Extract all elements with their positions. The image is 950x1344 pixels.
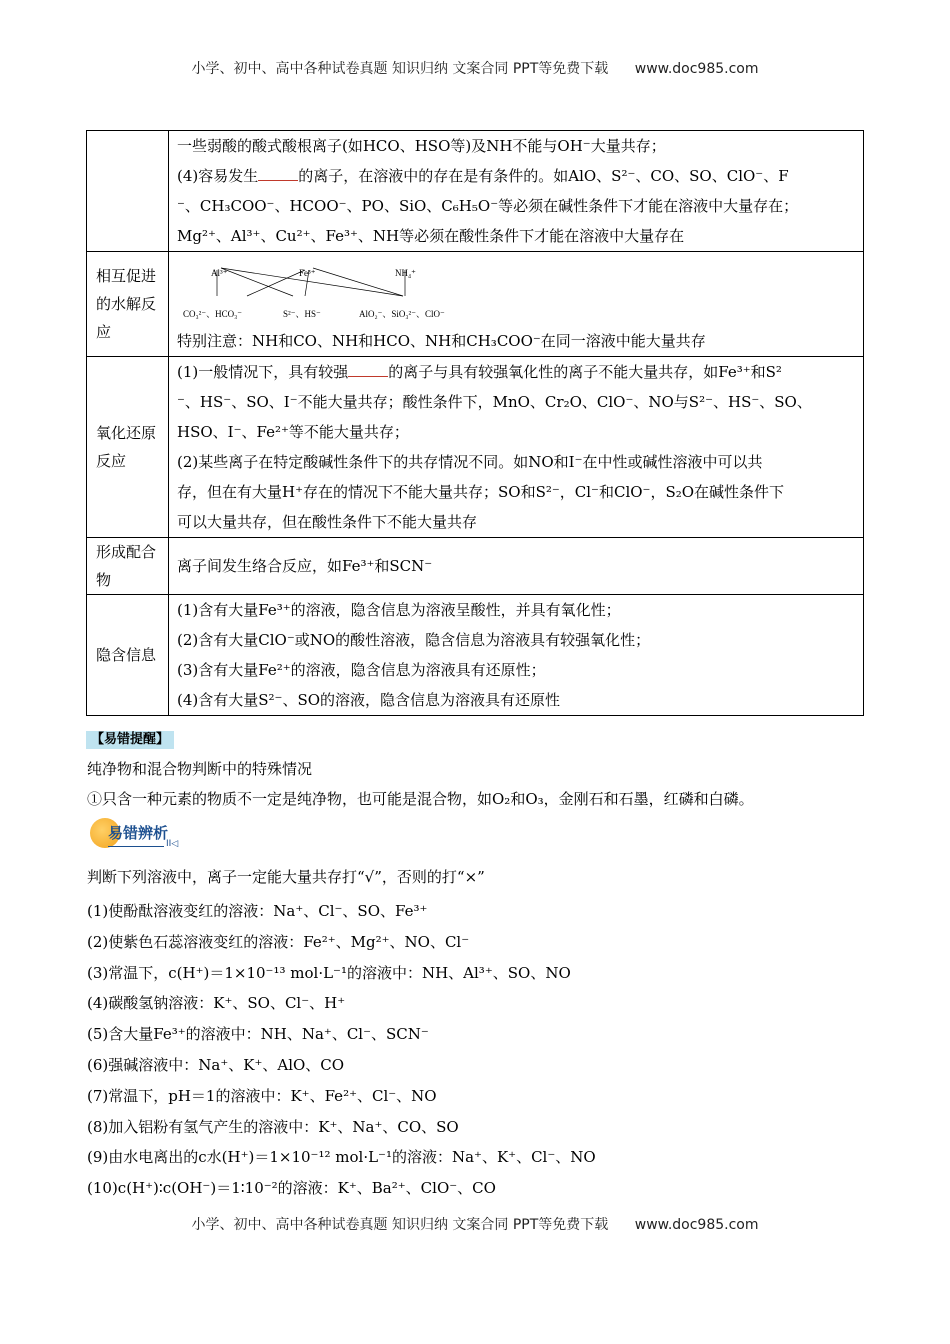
diagram-node: AlO₂⁻、SiO₃²⁻、ClO⁻	[359, 309, 445, 319]
row3-line: ⁻、HS⁻、SO、I⁻不能大量共存；酸性条件下，MnO、Cr₂O、ClO⁻、NO与S²⁻、HS⁻、SO、	[177, 393, 812, 411]
list-item: (3)常温下，c(H⁺)＝1×10⁻¹³ mol·L⁻¹的溶液中：NH、Al³⁺、SO、NO	[87, 963, 571, 982]
row-content	[169, 131, 864, 252]
table-row	[87, 252, 864, 357]
row1-line: (4)容易发生 的离子，在溶液中的存在是有条件的。如AlO、S²⁻、CO、SO、ClO⁻、F	[177, 167, 789, 185]
row1-line: Mg²⁺、Al³⁺、Cu²⁺、Fe³⁺、NH等必须在酸性条件下才能在溶液中大量存在	[177, 227, 685, 245]
row5-line: (1)含有大量Fe³⁺的溶液，隐含信息为溶液呈酸性，并具有氧化性；	[177, 601, 621, 619]
page-footer	[0, 1214, 950, 1234]
error-analysis-badge	[90, 818, 179, 854]
table-row	[87, 357, 864, 538]
fill-blank[interactable]	[348, 362, 388, 377]
row1-line: ⁻、CH₃COO⁻、HCOO⁻、PO、SiO、C₆H₅O⁻等必须在碱性条件下才能在溶液中大量存在；	[177, 197, 799, 215]
list-item: (5)含大量Fe³⁺的溶液中：NH、Na⁺、Cl⁻、SCN⁻	[87, 1025, 429, 1044]
diagram-node: Al³⁺	[211, 268, 228, 278]
badge-label: 易错辨析	[108, 824, 169, 842]
row1-line: 一些弱酸的酸式酸根离子(如HCO、HSO等)及NH不能与OH⁻大量共存；	[177, 137, 666, 155]
table-row	[87, 538, 864, 595]
row-content	[169, 252, 864, 357]
row5-line: (4)含有大量S²⁻、SO的溶液，隐含信息为溶液具有还原性	[177, 691, 561, 709]
row-content: 离子间发生络合反应，如Fe³⁺和SCN⁻	[169, 538, 864, 595]
row5-line: (3)含有大量Fe²⁺的溶液，隐含信息为溶液具有还原性；	[177, 661, 546, 679]
footer-url[interactable]: www.doc985.com	[634, 1217, 759, 1233]
list-item: (9)由水电离出的c水(H⁺)＝1×10⁻¹² mol·L⁻¹的溶液：Na⁺、K⁺、Cl⁻、NO	[87, 1148, 596, 1167]
exercise-list	[87, 896, 596, 1204]
list-item: (8)加入铝粉有氢气产生的溶液中：K⁺、Na⁺、CO、SO	[87, 1117, 459, 1136]
list-item: (10)c(H⁺)∶c(OH⁻)＝1∶10⁻²的溶液：K⁺、Ba²⁺、ClO⁻、CO	[87, 1179, 496, 1198]
tip-item: ①只含一种元素的物质不一定是纯净物，也可能是混合物，如O₂和O₃，金刚石和石墨，红磷和白磷。	[87, 790, 754, 808]
list-item: (7)常温下，pH＝1的溶液中：K⁺、Fe²⁺、Cl⁻、NO	[87, 1086, 437, 1105]
tip-title: 纯净物和混合物判断中的特殊情况	[87, 760, 313, 778]
row5-line: (2)含有大量ClO⁻或NO的酸性溶液，隐含信息为溶液具有较强氧化性；	[177, 631, 651, 649]
row-label: 氧化还原反应	[87, 357, 169, 538]
diagram-node: CO₃²⁻、HCO₃⁻	[183, 309, 242, 319]
row-label: 相互促进的水解反应	[87, 252, 169, 357]
ion-coexistence-table	[86, 130, 864, 716]
row3-line: (1)一般情况下，具有较强 的离子与具有较强氧化性的离子不能大量共存，如Fe³⁺和S²	[177, 363, 782, 381]
list-item: (1)使酚酞溶液变红的溶液：Na⁺、Cl⁻、SO、Fe³⁺	[87, 902, 428, 920]
row3-line: 存，但在有大量H⁺存在的情况下不能大量共存；SO和S²⁻，Cl⁻和ClO⁻，S₂O在碱性条件下	[177, 483, 785, 501]
row-content	[169, 595, 864, 716]
hydrolysis-diagram	[177, 256, 855, 326]
row3-line: (2)某些离子在特定酸碱性条件下的共存情况不同。如NO和I⁻在中性或碱性溶液中可以共	[177, 453, 763, 471]
table-row	[87, 131, 864, 252]
header-url[interactable]: www.doc985.com	[634, 61, 759, 77]
tip-tag: 【易错提醒】	[86, 731, 174, 749]
badge-underline	[108, 846, 164, 847]
fill-blank[interactable]	[258, 166, 298, 181]
list-item: (6)强碱溶液中：Na⁺、K⁺、AlO、CO	[87, 1055, 345, 1074]
row-content	[169, 357, 864, 538]
diagram-node: Fe³⁺	[299, 268, 316, 278]
table-row	[87, 595, 864, 716]
row-label: 隐含信息	[87, 595, 169, 716]
diagram-node: NH₄⁺	[395, 268, 416, 278]
badge-arrow-icon: II◁	[166, 839, 179, 849]
list-item: (2)使紫色石蕊溶液变红的溶液：Fe²⁺、Mg²⁺、NO、Cl⁻	[87, 932, 470, 951]
row-label: 形成配合物	[87, 538, 169, 595]
page-header	[0, 58, 950, 78]
list-item: (4)碳酸氢钠溶液：K⁺、SO、Cl⁻、H⁺	[87, 994, 346, 1013]
header-text: 小学、初中、高中各种试卷真题 知识归纳 文案合同 PPT等免费下载	[191, 61, 609, 77]
row2-note: 特别注意：NH和CO、NH和HCO、NH和CH₃COO⁻在同一溶液中能大量共存	[177, 332, 706, 350]
row3-line: HSO、I⁻、Fe²⁺等不能大量共存；	[177, 423, 409, 441]
row-label-empty	[87, 131, 169, 252]
exercise-intro: 判断下列溶液中，离子一定能大量共存打“√”，否则的打“×”	[87, 868, 485, 886]
footer-text: 小学、初中、高中各种试卷真题 知识归纳 文案合同 PPT等免费下载	[191, 1217, 609, 1233]
diagram-node: S²⁻、HS⁻	[283, 309, 321, 319]
row3-line: 可以大量共存，但在酸性条件下不能大量共存	[177, 513, 478, 531]
